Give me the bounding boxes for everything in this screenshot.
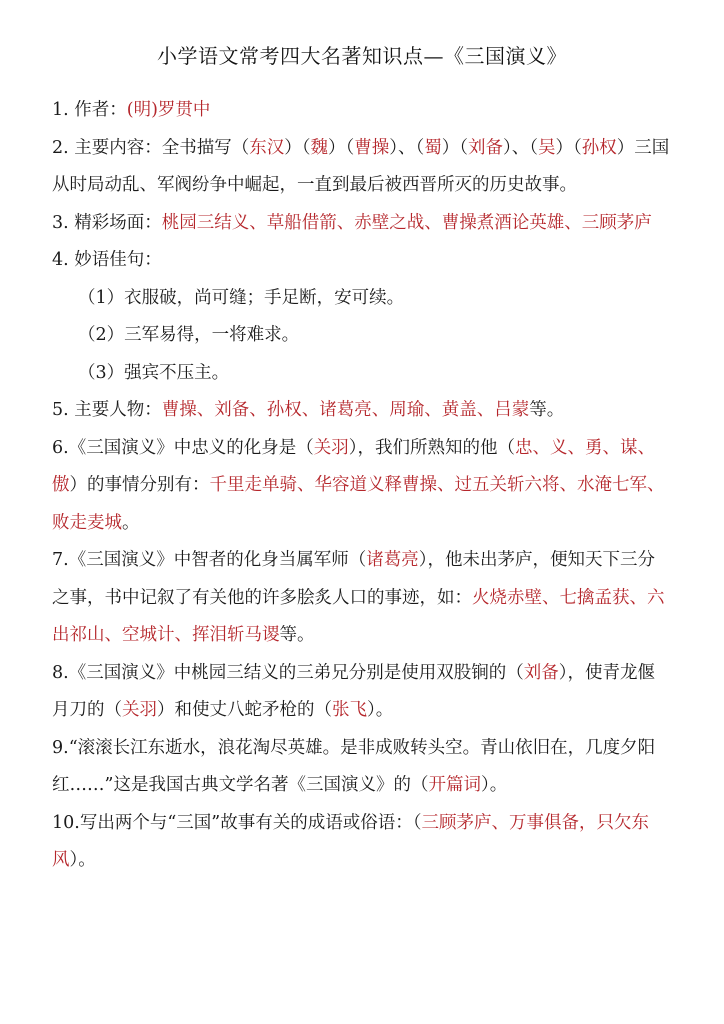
knowledge-point-item <box>52 130 672 205</box>
answer-text: 关羽 <box>313 437 349 458</box>
answer-text: 蜀 <box>424 137 442 158</box>
item-text: 等。 <box>279 625 315 645</box>
item-text: ）、（ <box>389 137 425 158</box>
item-text: ）的事情分别有： <box>69 475 210 495</box>
item-text: ）。 <box>69 850 96 870</box>
item-text: ），我们所熟知的他（ <box>348 437 515 458</box>
item-text: ）。 <box>480 775 508 795</box>
item-text: （2）三军易得，一将难求。 <box>78 325 300 345</box>
answer-text: 开篇词 <box>428 775 481 795</box>
answer-text: 刘备 <box>468 137 504 158</box>
item-text: （1）衣服破，尚可缝；手足断，安可续。 <box>78 287 405 308</box>
knowledge-point-item <box>52 730 672 805</box>
answer-text: 刘备 <box>523 662 559 683</box>
quote-item <box>52 355 672 393</box>
page-title: 小学语文常考四大名著知识点—《三国演义》 <box>157 44 567 68</box>
item-text: ）和使丈八蛇矛枪的（ <box>157 700 332 720</box>
item-text: 10.写出两个与“三国”故事有关的成语或俗语：（ <box>52 812 422 833</box>
item-text: ），使青龙偃月刀的（ <box>52 662 655 720</box>
item-text: ），他未出茅庐，便知天下三分之事，书中记叙了有关他的许多脍炙人口的事迹，如： <box>52 550 655 608</box>
item-text: 3. 精彩场面： <box>52 212 162 233</box>
knowledge-point-item <box>52 392 672 430</box>
item-text: ）（ <box>441 137 469 158</box>
knowledge-point-item <box>52 205 672 243</box>
item-text: 4. 妙语佳句： <box>52 250 162 270</box>
item-text: ）（ <box>555 137 582 158</box>
answer-text: 桃园三结义、草船借箭、赤壁之战、曹操煮酒论英雄、三顾茅庐 <box>161 212 652 233</box>
answer-text: 曹操、刘备、孙权、诸葛亮、周瑜、黄盖、吕蒙 <box>161 400 530 420</box>
item-text: ）。 <box>367 700 394 720</box>
quote-item <box>52 317 672 355</box>
item-text: 5. 主要人物： <box>52 400 162 420</box>
answer-text: 孙权 <box>581 137 617 158</box>
item-text: 8.《三国演义》中桃园三结义的三弟兄分别是使用双股锏的（ <box>52 662 524 683</box>
knowledge-point-item <box>52 430 672 543</box>
item-text: 6.《三国演义》中忠义的化身是（ <box>52 437 314 458</box>
item-text: ）（ <box>284 137 311 158</box>
item-text: （3）强宾不压主。 <box>78 362 230 383</box>
answer-text: (明)罗贯中 <box>126 100 211 120</box>
knowledge-point-item <box>52 805 672 880</box>
item-text: 9.“滚滚长江东逝水，浪花淘尽英雄。是非成败转头空。青山依旧在，几度夕阳红……”这是我国古典文学名著《三国演义》的（ <box>52 737 656 795</box>
item-text: ）三国从时局动乱、军阀纷争中崛起，一直到最后被西晋所灭的历史故事。 <box>52 137 670 195</box>
answer-text: 曹操 <box>354 137 390 158</box>
answer-text: 三顾茅庐、万事俱备，只欠东风 <box>52 812 649 870</box>
answer-text: 忠、义、勇、谋、傲 <box>52 437 655 495</box>
answer-text: 魏 <box>310 137 329 158</box>
item-text: 。 <box>122 512 140 533</box>
answer-text: 张飞 <box>332 700 367 720</box>
item-text: ）、（ <box>503 137 539 158</box>
knowledge-point-item <box>52 655 672 730</box>
answer-text: 关羽 <box>122 700 157 720</box>
item-text: 1. 作者： <box>52 100 127 120</box>
answer-text: 诸葛亮 <box>366 550 419 570</box>
answer-text: 吴 <box>538 137 556 158</box>
item-text: 2. 主要内容：全书描写（ <box>52 137 250 158</box>
answer-text: 火烧赤壁、七擒孟获、六出祁山、空城计、挥泪斩马谡 <box>52 587 665 645</box>
item-text: 等。 <box>529 400 565 420</box>
knowledge-point-item <box>52 542 672 655</box>
knowledge-point-list <box>52 92 672 880</box>
item-text: 7.《三国演义》中智者的化身当属军师（ <box>52 550 367 570</box>
knowledge-point-item <box>52 242 672 280</box>
answer-text: 千里走单骑、华容道义释曹操、过五关斩六将、水淹七军、败走麦城 <box>52 475 665 533</box>
answer-text: 东汉 <box>249 137 285 158</box>
knowledge-point-item <box>52 92 672 130</box>
quote-item <box>52 280 672 318</box>
item-text: ）（ <box>328 137 355 158</box>
